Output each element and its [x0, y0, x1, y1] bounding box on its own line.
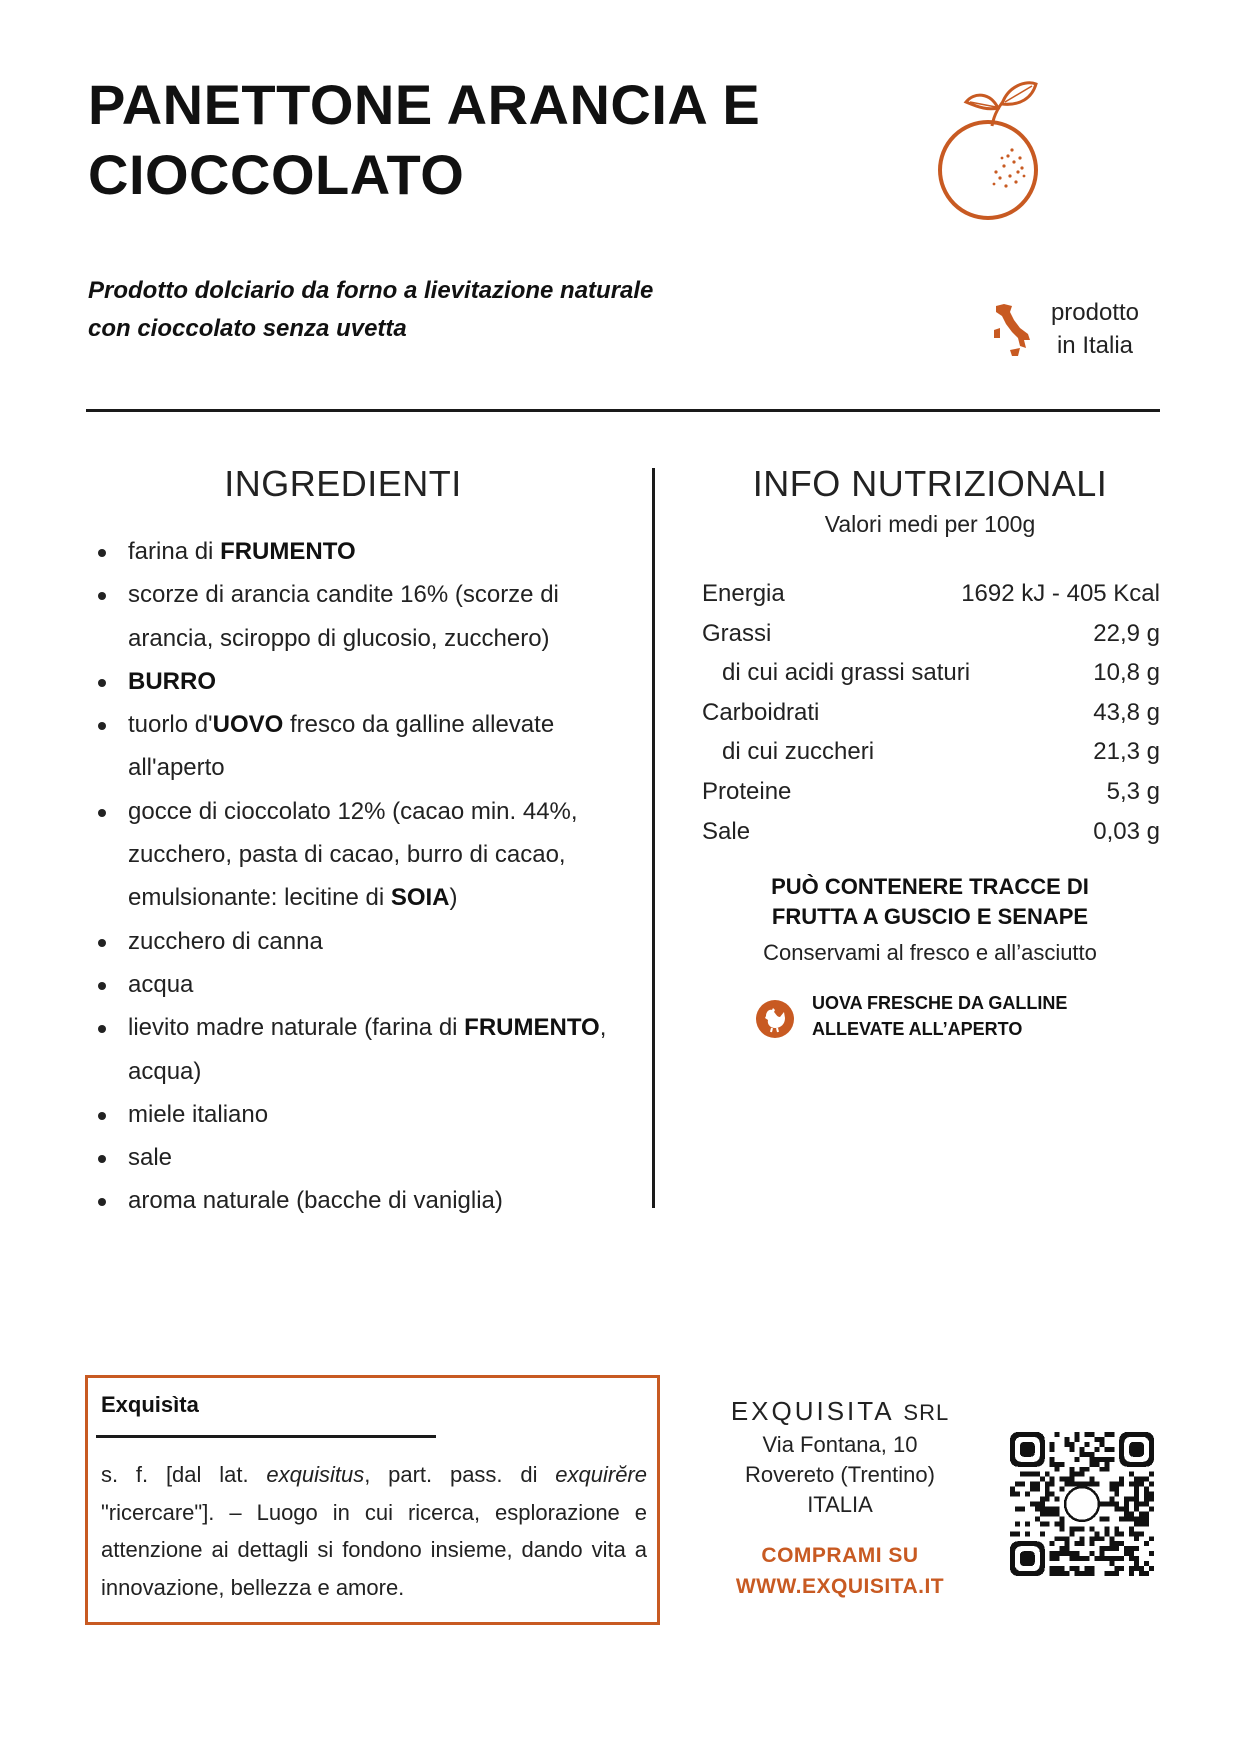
nutrient-value: 43,8 g [1093, 698, 1160, 726]
nutrient-value: 21,3 g [1093, 738, 1160, 766]
ingredient-text: ) [449, 884, 458, 912]
ingredient-text: aroma naturale (bacche di vaniglia) [128, 1187, 503, 1215]
nutrition-row [702, 653, 1160, 693]
nutrition-subheading: Valori medi per 100g [824, 511, 1036, 537]
definition-term: exquirĕre [555, 1462, 647, 1487]
ingredient-text: miele italiano [128, 1100, 269, 1128]
free-range-eggs-badge [756, 990, 1156, 1050]
ingredient-item [96, 963, 636, 1006]
made-in-italy-badge [990, 296, 1170, 366]
website-link[interactable]: WWW.EXQUISITA.IT [735, 1575, 945, 1598]
nutrient-label: Energia [702, 580, 785, 607]
product-subtitle [88, 272, 808, 348]
nutrient-label: di cui zuccheri [722, 738, 875, 766]
ingredient-item [96, 1136, 636, 1179]
nutrition-row [702, 772, 1160, 812]
definition-term: exquisitus [266, 1462, 365, 1487]
ingredient-item [96, 530, 636, 573]
ingredient-text: gocce di cioccolato 12% (cacao min. 44%, zucchero, pasta di cacao, burro di cacao, emulsionante: lecitine di [128, 797, 578, 912]
ingredient-item [96, 920, 636, 963]
definition-segment: "ricercare"]. – Luogo in cui ricerca, esplorazione e attenzione ai dettagli si fondono insieme, dando vita a innovazione, bellezza e amore. [101, 1499, 647, 1600]
definition-text [101, 1456, 647, 1606]
nutrition-row [702, 812, 1160, 852]
definition-segment: , part. pass. di [364, 1462, 556, 1487]
company-name [680, 1394, 1000, 1430]
header-divider [86, 409, 1160, 412]
ingredient-text: lievito madre naturale (farina di [128, 1014, 465, 1042]
allergen-highlight: FRUMENTO [220, 538, 356, 565]
product-title: PANETTONE ARANCIA E CIOCCOLATO [88, 73, 761, 206]
nutrient-value: 22,9 g [1093, 619, 1160, 647]
origin-line-2: in Italia [1056, 332, 1134, 359]
nutrient-label: Grassi [702, 619, 772, 647]
ingredient-text: zucchero di canna [128, 927, 323, 955]
nutrition-row [702, 574, 1160, 614]
ingredient-item [96, 703, 636, 790]
subtitle-line-1: Prodotto dolciario da forno a lievitazione naturale [88, 277, 654, 304]
ingredient-item [96, 790, 636, 920]
definition-divider [96, 1435, 436, 1438]
nutrient-value: 5,3 g [1106, 777, 1160, 805]
definition-box [85, 1375, 660, 1625]
made-in-italy-label [1030, 296, 1160, 362]
allergen-warning [700, 872, 1160, 932]
ingredient-text: tuorlo d' [128, 711, 213, 739]
ingredient-text: farina di [128, 538, 221, 565]
ingredient-item [96, 1006, 636, 1093]
nutrient-value: 1692 kJ - 405 Kcal [961, 580, 1160, 607]
ingredients-heading: INGREDIENTI [224, 463, 462, 504]
nutrient-label: Carboidrati [702, 698, 820, 726]
allergen-highlight: FRUMENTO [464, 1014, 600, 1042]
allergen-line-2: FRUTTA A GUSCIO E SENAPE [771, 904, 1089, 929]
orange-fruit-icon [930, 78, 1060, 228]
subtitle-line-2: con cioccolato senza uvetta [88, 315, 407, 342]
ingredient-text: scorze di arancia candite 16% (scorze di arancia, sciroppo di glucosio, zucchero) [128, 581, 559, 652]
ingredient-text: sale [128, 1144, 173, 1172]
egg-line-2: ALLEVATE ALL’APERTO [812, 1019, 1023, 1039]
storage-note: Conservami al fresco e all’asciutto [763, 940, 1097, 965]
address-line-3: ITALIA [807, 1492, 873, 1517]
cta-line-1: COMPRAMI SU [761, 1544, 919, 1567]
qr-code-icon[interactable] [1010, 1432, 1154, 1576]
egg-line-1: UOVA FRESCHE DA GALLINE [812, 993, 1068, 1013]
free-range-eggs-label [812, 990, 1067, 1042]
address-line-2: Rovereto (Trentino) [745, 1462, 935, 1487]
address-line-1: Via Fontana, 10 [762, 1432, 918, 1457]
ingredient-item [96, 1179, 636, 1222]
company-suffix: SRL [903, 1400, 950, 1425]
nutrient-value: 10,8 g [1093, 659, 1160, 687]
definition-title: Exquisìta [101, 1392, 199, 1417]
column-divider [652, 468, 655, 1208]
nutrient-value: 0,03 g [1093, 817, 1160, 845]
ingredient-item [96, 660, 636, 703]
nutrient-label: Proteine [702, 777, 792, 805]
ingredient-item [96, 573, 636, 660]
origin-line-1: prodotto [1050, 299, 1140, 326]
nutrition-table [702, 574, 1160, 851]
company-info [680, 1394, 1000, 1520]
ingredient-text: fresco da galline allevate all'aperto [128, 711, 555, 782]
ingredient-text: acqua [128, 970, 194, 998]
hen-icon [756, 1000, 794, 1038]
ingredient-item [96, 1093, 636, 1136]
nutrition-row [702, 732, 1160, 772]
allergen-highlight: BURRO [128, 667, 216, 695]
nutrient-label: Sale [702, 817, 751, 845]
ingredients-list [96, 530, 636, 1223]
nutrient-label: di cui acidi grassi saturi [722, 659, 971, 687]
allergen-highlight: SOIA [390, 884, 450, 912]
italy-map-icon [990, 302, 1034, 358]
allergen-line-1: PUÒ CONTENERE TRACCE DI [771, 874, 1089, 899]
nutrition-row [702, 614, 1160, 654]
allergen-highlight: UOVO [212, 711, 284, 739]
ingredient-text: , acqua) [128, 1014, 607, 1085]
nutrition-heading: INFO NUTRIZIONALI [752, 463, 1108, 504]
company-name-text: EXQUISITA [730, 1396, 894, 1426]
nutrition-row [702, 693, 1160, 733]
website-cta[interactable] [680, 1540, 1000, 1602]
definition-segment: s. f. [dal lat. [101, 1462, 267, 1487]
